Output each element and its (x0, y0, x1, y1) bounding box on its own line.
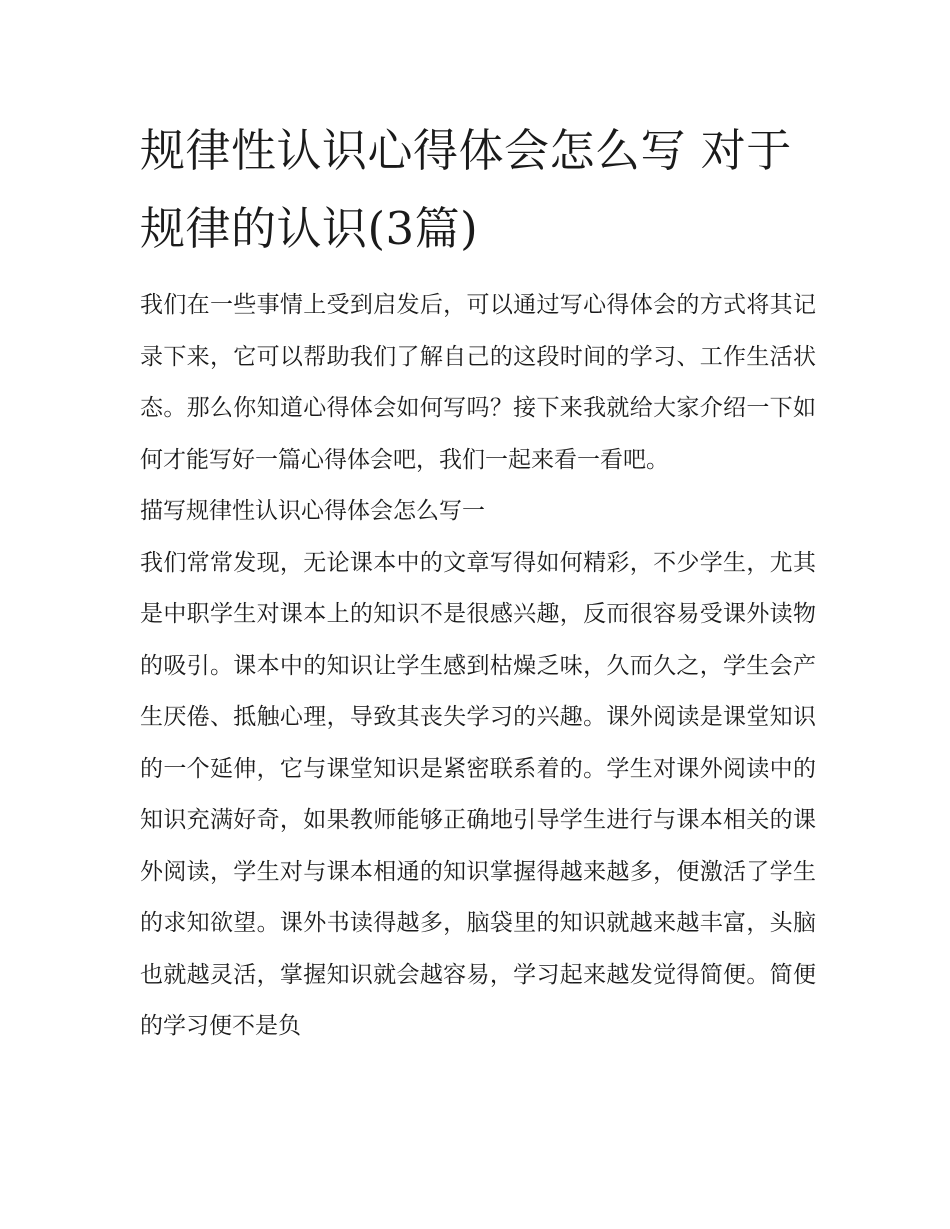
section-heading: 描写规律性认识心得体会怎么写一 (140, 498, 485, 524)
document-content (140, 112, 816, 1053)
document-title: 规律性认识心得体会怎么写 对于规律的认识(3篇) (140, 124, 792, 255)
intro-paragraph: 我们在一些事情上受到启发后，可以通过写心得体会的方式将其记录下来，它可以帮助我们了解自己的这段时间的学习、工作生活状态。那么你知道心得体会如何写吗？接下来我就给大家介绍一下如何才能写好一篇心得体会吧，我们一起来看一看吧。 (140, 292, 816, 473)
section-paragraph: 我们常常发现，无论课本中的文章写得如何精彩，不少学生，尤其是中职学生对课本上的知识不是很感兴趣，反而很容易受课外读物的吸引。课本中的知识让学生感到枯燥乏味，久而久之，学生会产生厌倦、抵触心理，导致其丧失学习的兴趣。课外阅读是课堂知识的一个延伸，它与课堂知识是紧密联系着的。学生对课外阅读中的知识充满好奇，如果教师能够正确地引导学生进行与课本相关的课外阅读，学生对与课本相通的知识掌握得越来越多，便激活了学生的求知欲望。课外书读得越多，脑袋里的知识就越来越丰富，头脑也就越灵活，掌握知识就会越容易，学习起来越发觉得简便。简便的学习便不是负 (140, 549, 816, 1039)
